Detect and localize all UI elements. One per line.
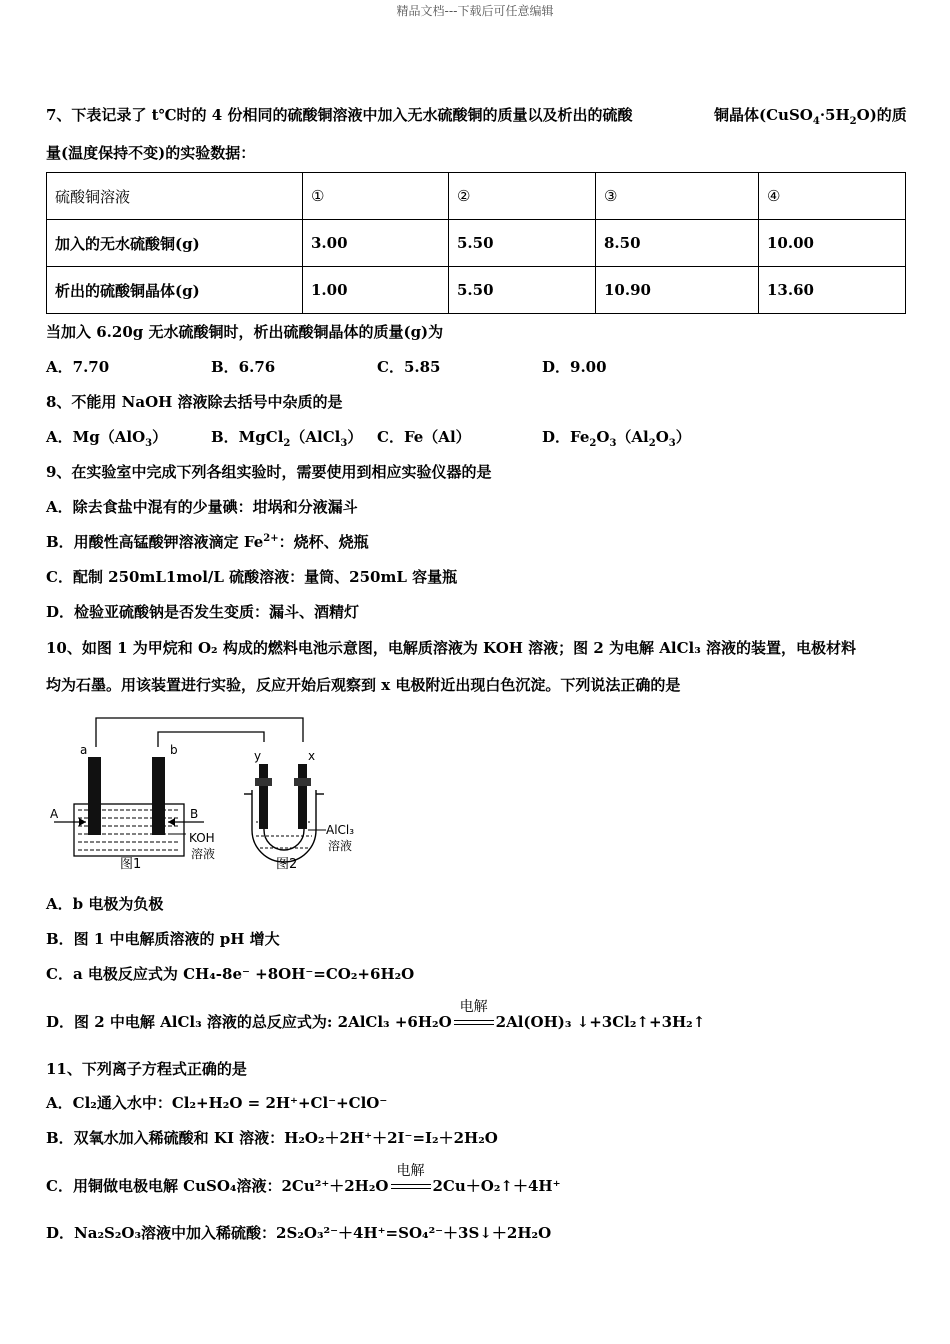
q7-data-table <box>46 172 906 314</box>
table-cell: 1.00 <box>303 267 449 314</box>
label-fig1: 图1 <box>120 857 142 872</box>
label-a: a <box>80 743 88 757</box>
q11-option-d: D．Na₂S₂O₃溶液中加入稀硫酸：2S₂O₃²⁻＋4H⁺=SO₄²⁻＋3S↓＋2H₂O <box>46 1224 552 1242</box>
q9-option-d: D．检验亚硫酸钠是否发生变质：漏斗、酒精灯 <box>46 603 360 621</box>
q7-option-c: C．5.85 <box>377 358 441 376</box>
label-b: b <box>170 743 178 757</box>
electrode-y <box>259 764 268 829</box>
q7-line1b: 铜晶体$(CuSO_4\cdot 5H_2O)$的质 <box>714 106 907 127</box>
label-fig2: 图2 <box>276 857 298 872</box>
table-cell: ① <box>303 173 449 220</box>
q11-stem: 11、下列离子方程式正确的是 <box>46 1060 247 1078</box>
q8-option-c: C．Fe（Al） <box>377 428 471 446</box>
q8-option-b: B．MgCl$_2$（AlCl$_3$） <box>211 428 363 449</box>
page-header: 精品文档---下载后可任意编辑 <box>396 4 554 18</box>
label-A: A <box>50 807 59 821</box>
label-B: B <box>190 807 199 821</box>
q7-option-a: A．7.70 <box>46 358 110 376</box>
q10-option-d: D．图 2 中电解 AlCl₃ 溶液的总反应式为: 2AlCl₃ +6H₂O 电解 2Al(OH)₃ ↓+3Cl₂↑+3H₂↑ <box>46 999 706 1031</box>
label-koh: KOH <box>189 831 215 845</box>
table-cell: 5.50 <box>449 267 596 314</box>
table-cell: 10.00 <box>759 220 906 267</box>
q7-line1-text: 7、下表记录了 t℃时的 4 份相同的硫酸铜溶液中加入无水硫酸铜的质量以及析出的硫酸 <box>46 106 633 124</box>
table-row <box>47 220 906 267</box>
label-alcl3-solution: 溶液 <box>328 839 353 853</box>
label-y: y <box>254 749 262 763</box>
label-x: x <box>308 749 316 763</box>
label-alcl3: AlCl₃ <box>326 823 355 837</box>
q7-option-b: B．6.76 <box>211 358 276 376</box>
q8-option-d: D．$Fe_2O_3(Al_2O_3)$ <box>542 428 691 449</box>
table-cell: 析出的硫酸铜晶体(g) <box>47 267 303 314</box>
electrode-b <box>152 757 165 835</box>
q9-stem: 9、在实验室中完成下列各组实验时，需要使用到相应实验仪器的是 <box>46 463 492 481</box>
q10-option-b: B．图 1 中电解质溶液的 pH 增大 <box>46 930 280 948</box>
electrode-a <box>88 757 101 835</box>
q9-option-a: A．除去食盐中混有的少量碘：坩埚和分液漏斗 <box>46 498 358 516</box>
q10-option-a: A．b 电极为负极 <box>46 895 164 913</box>
table-cell: 8.50 <box>596 220 759 267</box>
q9-option-b: B．用酸性高锰酸钾溶液滴定 $Fe^{2+}$：烧杯、烧瓶 <box>46 533 369 551</box>
q9-option-c: C．配制 250mL1mol/L 硫酸溶液：量筒、250mL 容量瓶 <box>46 568 458 586</box>
label-koh-solution: 溶液 <box>191 847 216 861</box>
table-cell: 加入的无水硫酸铜(g) <box>47 220 303 267</box>
table-cell: 10.90 <box>596 267 759 314</box>
table-cell: ③ <box>596 173 759 220</box>
q7-option-d: D．9.00 <box>542 358 607 376</box>
table-cell: 3.00 <box>303 220 449 267</box>
q8-stem: 8、不能用 NaOH 溶液除去括号中杂质的是 <box>46 393 343 411</box>
table-cell: ② <box>449 173 596 220</box>
q11-option-b: B．双氧水加入稀硫酸和 KI 溶液：H₂O₂＋2H⁺＋2I⁻=I₂＋2H₂O <box>46 1129 498 1147</box>
table-cell: 硫酸铜溶液 <box>47 173 303 220</box>
table-cell: 5.50 <box>449 220 596 267</box>
q10-option-c: C．a 电极反应式为 CH₄-8e⁻ +8OH⁻=CO₂+6H₂O <box>46 965 415 983</box>
q10-line1: 10、如图 1 为甲烷和 O₂ 构成的燃料电池示意图，电解质溶液为 KOH 溶液；图 2 为电解 AlCl₃ 溶液的装置，电极材料 <box>46 639 857 657</box>
q10-apparatus-figure <box>46 712 376 877</box>
q7-line2: 量(温度保持不变)的实验数据： <box>46 144 256 162</box>
table-header-row <box>47 173 906 220</box>
electrode-x <box>298 764 307 829</box>
q11-option-c: C．用铜做电极电解 CuSO₄溶液：2Cu²⁺＋2H₂O 电解 2Cu＋O₂↑＋4H⁺ <box>46 1163 561 1195</box>
q11-option-a: A．Cl₂通入水中：Cl₂+H₂O = 2H⁺+Cl⁻+ClO⁻ <box>46 1094 388 1112</box>
electrolysis-equals: 电解 <box>391 1180 431 1194</box>
q8-option-a: A．Mg（AlO$_3$） <box>46 428 168 449</box>
q7-line1 <box>46 104 632 125</box>
electrolysis-equals: 电解 <box>454 1016 494 1030</box>
table-row <box>47 267 906 314</box>
table-cell: 13.60 <box>759 267 906 314</box>
table-cell: ④ <box>759 173 906 220</box>
q10-line2: 均为石墨。用该装置进行实验，反应开始后观察到 x 电极附近出现白色沉淀。下列说法正确的是 <box>46 676 681 694</box>
q7-question: 当加入 6.20g 无水硫酸铜时，析出硫酸铜晶体的质量(g)为 <box>46 323 444 341</box>
